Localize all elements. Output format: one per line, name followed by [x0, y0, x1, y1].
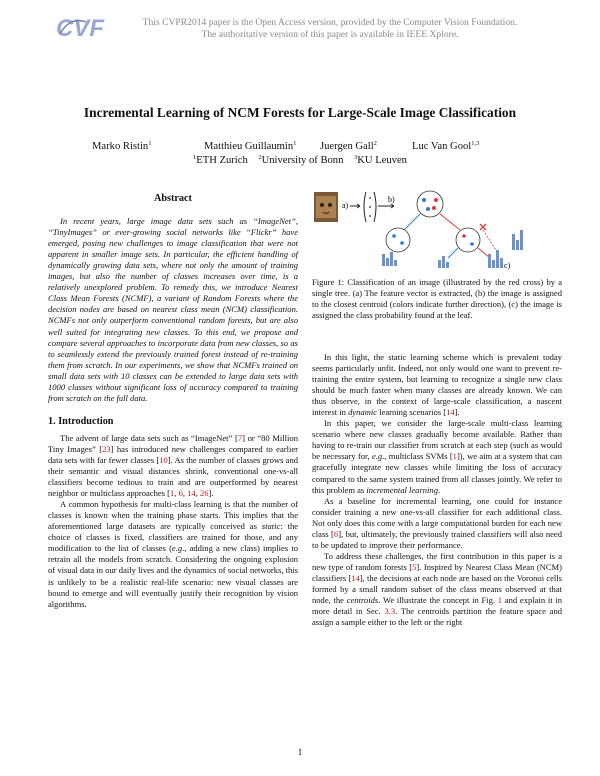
notice-line-1: This CVPR2014 paper is the Open Access version, provided by the Computer Vision Foundation. [142, 17, 518, 28]
author-2: Matthieu Guillaumin$^1$ [204, 140, 297, 152]
citation-link[interactable]: 1 [452, 451, 457, 462]
author-4: Luc Van Gool$^{1,3}$ [412, 140, 480, 152]
citation-link[interactable]: 14 [446, 407, 455, 418]
intro-paragraph-1: The advent of large data sets such as “ImageNet” [7] or “80 Million Tiny Images” [23] has introduced new challenges compared to earlier data sets with far fewer classes [10]. As the number of classes grows and their semantic and visual distances shrink, conventional one-vs-all classifiers become tedious to train and are outperformed by nearest neighbor or multiclass approaches [1, 6, 14, 26]. [48, 432, 298, 499]
author-1: Marko Ristin$^1$ [92, 140, 152, 152]
left-column [48, 193, 298, 610]
citation-link[interactable]: 10 [159, 454, 168, 465]
figure-1-caption: Figure 1: Classification of an image (illustrated by the red cross) by a single tree. (a) The feature vector is extracted, (b) the image is assigned to the closest centroid (colors indicate further direction), (c) the image is assigned the class probability found at the leaf. [312, 277, 562, 321]
citation-link[interactable]: 23 [102, 443, 111, 454]
affiliation-2: $^2$University of Bonn [258, 154, 344, 166]
right-paragraph-2: In this paper, we consider the large-scale multi-class learning scenario where new classes gradually become available. Rather than having to re-train our classifier from scratch at each step (such as would be necessary for, e.g., multiclass SVMs [1]), we aim at a system that can gracefully integrate new classes while limiting the loss of accuracy compared to the same system trained from all classes jointly. We refer to this problem as incremental learning. [312, 418, 562, 495]
citation-link[interactable]: 5 [412, 561, 417, 572]
decision-tree-diagram [382, 191, 523, 268]
input-image-thumbnail [314, 192, 338, 222]
citation-link[interactable]: 14 [351, 572, 360, 583]
paper-title: Incremental Learning of NCM Forests for Large-Scale Image Classification [83, 105, 517, 120]
figure-1-illustration [312, 188, 562, 274]
affiliation-1: $^1$ETH Zurich [193, 154, 248, 166]
abstract-heading: Abstract [154, 193, 192, 204]
page-number: 1 [297, 747, 303, 757]
open-access-notice [110, 17, 550, 41]
label-b: b) [388, 195, 395, 204]
affiliation-3: $^3$KU Leuven [354, 154, 407, 166]
citation-link[interactable]: 7 [237, 432, 243, 443]
feature-vector-bracket-icon [364, 192, 366, 222]
citation-link[interactable]: 26 [199, 488, 209, 499]
affiliation-list [0, 155, 600, 166]
citation-link[interactable]: 6 [333, 528, 339, 539]
author-3: Juergen Gall$^2$ [320, 140, 377, 152]
citation-link[interactable]: 1 [170, 488, 175, 499]
sample-cross-icon [480, 224, 486, 230]
right-paragraph-1: In this light, the static learning scheme which is prevalent today seems particularly unfit. Indeed, not only would one want to prevent re-training the entire system, but learning to recognize a single new class should be much faster when many classes are already known. We can thus observe, in the context of large-scale classification, a nascent interest in dynamic learning scenarios [14]. [312, 352, 562, 418]
notice-line-2: The authoritative version of this paper is available in IEEE Xplore. [201, 29, 459, 40]
right-paragraph-4: To address these challenges, the first contribution in this paper is a new type of random forests [5]. Inspired by Nearest Class Mean (NCM) classifiers [14], the decisions at each node are based on the Voronoi cells formed by a small random subset of the class means observed at that node, the centroids. We illustrate the concept in Fig. 1 and explain it in more detail in Sec. 3.3. The centroids partition the feature space and assign a sample either to the left or the right [312, 550, 563, 628]
logo-text: CVF [56, 15, 104, 40]
label-c: c) [504, 261, 511, 270]
right-paragraph-3: As a baseline for incremental learning, one could for instance consider training a new one-vs-all classifier for each additional class. Not only does this come with a large computational burden for each new class [6], but, ultimately, the previously trained classifiers will also need to be updated to improve their performance. [312, 495, 562, 550]
citation-link[interactable]: 3.3 [384, 606, 396, 617]
right-column [312, 352, 562, 628]
citation-link[interactable]: 1 [497, 595, 503, 606]
abstract-text: In recent years, large image data sets such as “ImageNet”, “TinyImages” or ever-growing social networks like “Flickr” have emerged, posing new challenges to image classification that were not apparent in smaller image sets. In particular, the efficient handling of dynamically growing data sets, where not only the amount of training images, but also the number of classes increases over time, is a relatively unexplored problem. To remedy this, we introduce Nearest Class Mean Forests (NCMF), a variant of Random Forests where the decision nodes are based on nearest class mean (NCM) classification. NCMFs not only outperform conventional random forests, but are also well suited for integrating new classes. To this end, we propose and compare several approaches to incorporate data from new classes, so as to seamlessly extend the previously trained forest instead of re-training them from scratch. In our experiments, we show that NCMFs trained on small data sets with 10 classes can be extended to large data sets with 1000 classes without significant loss of accuracy compared to training from scratch on the full data. [48, 216, 298, 403]
label-a: a) [342, 201, 349, 210]
intro-paragraph-2: A common hypothesis for multi-class learning is that the number of classes is known when the training phase starts. This implies that the aforementioned large datasets are typically conceived as static: the choice of classes is fixed, classifiers are trained for those, and any modification to the list of classes (e.g., adding a new class) implies to retrain all the models from scratch. Considering the ongoing explosion of visual data in our daily lives and the dynamics of social networks, this is unlikely to be a realistic real-life scenario: new visual classes are bound to emerge and will eventually justify their recognition by vision algorithms. [48, 499, 299, 609]
citation-link[interactable]: 6 [178, 488, 183, 499]
introduction-heading: 1. Introduction [48, 415, 114, 427]
citation-link[interactable]: 14 [187, 488, 196, 499]
cvf-logo-icon [56, 14, 106, 40]
author-list [0, 141, 600, 155]
